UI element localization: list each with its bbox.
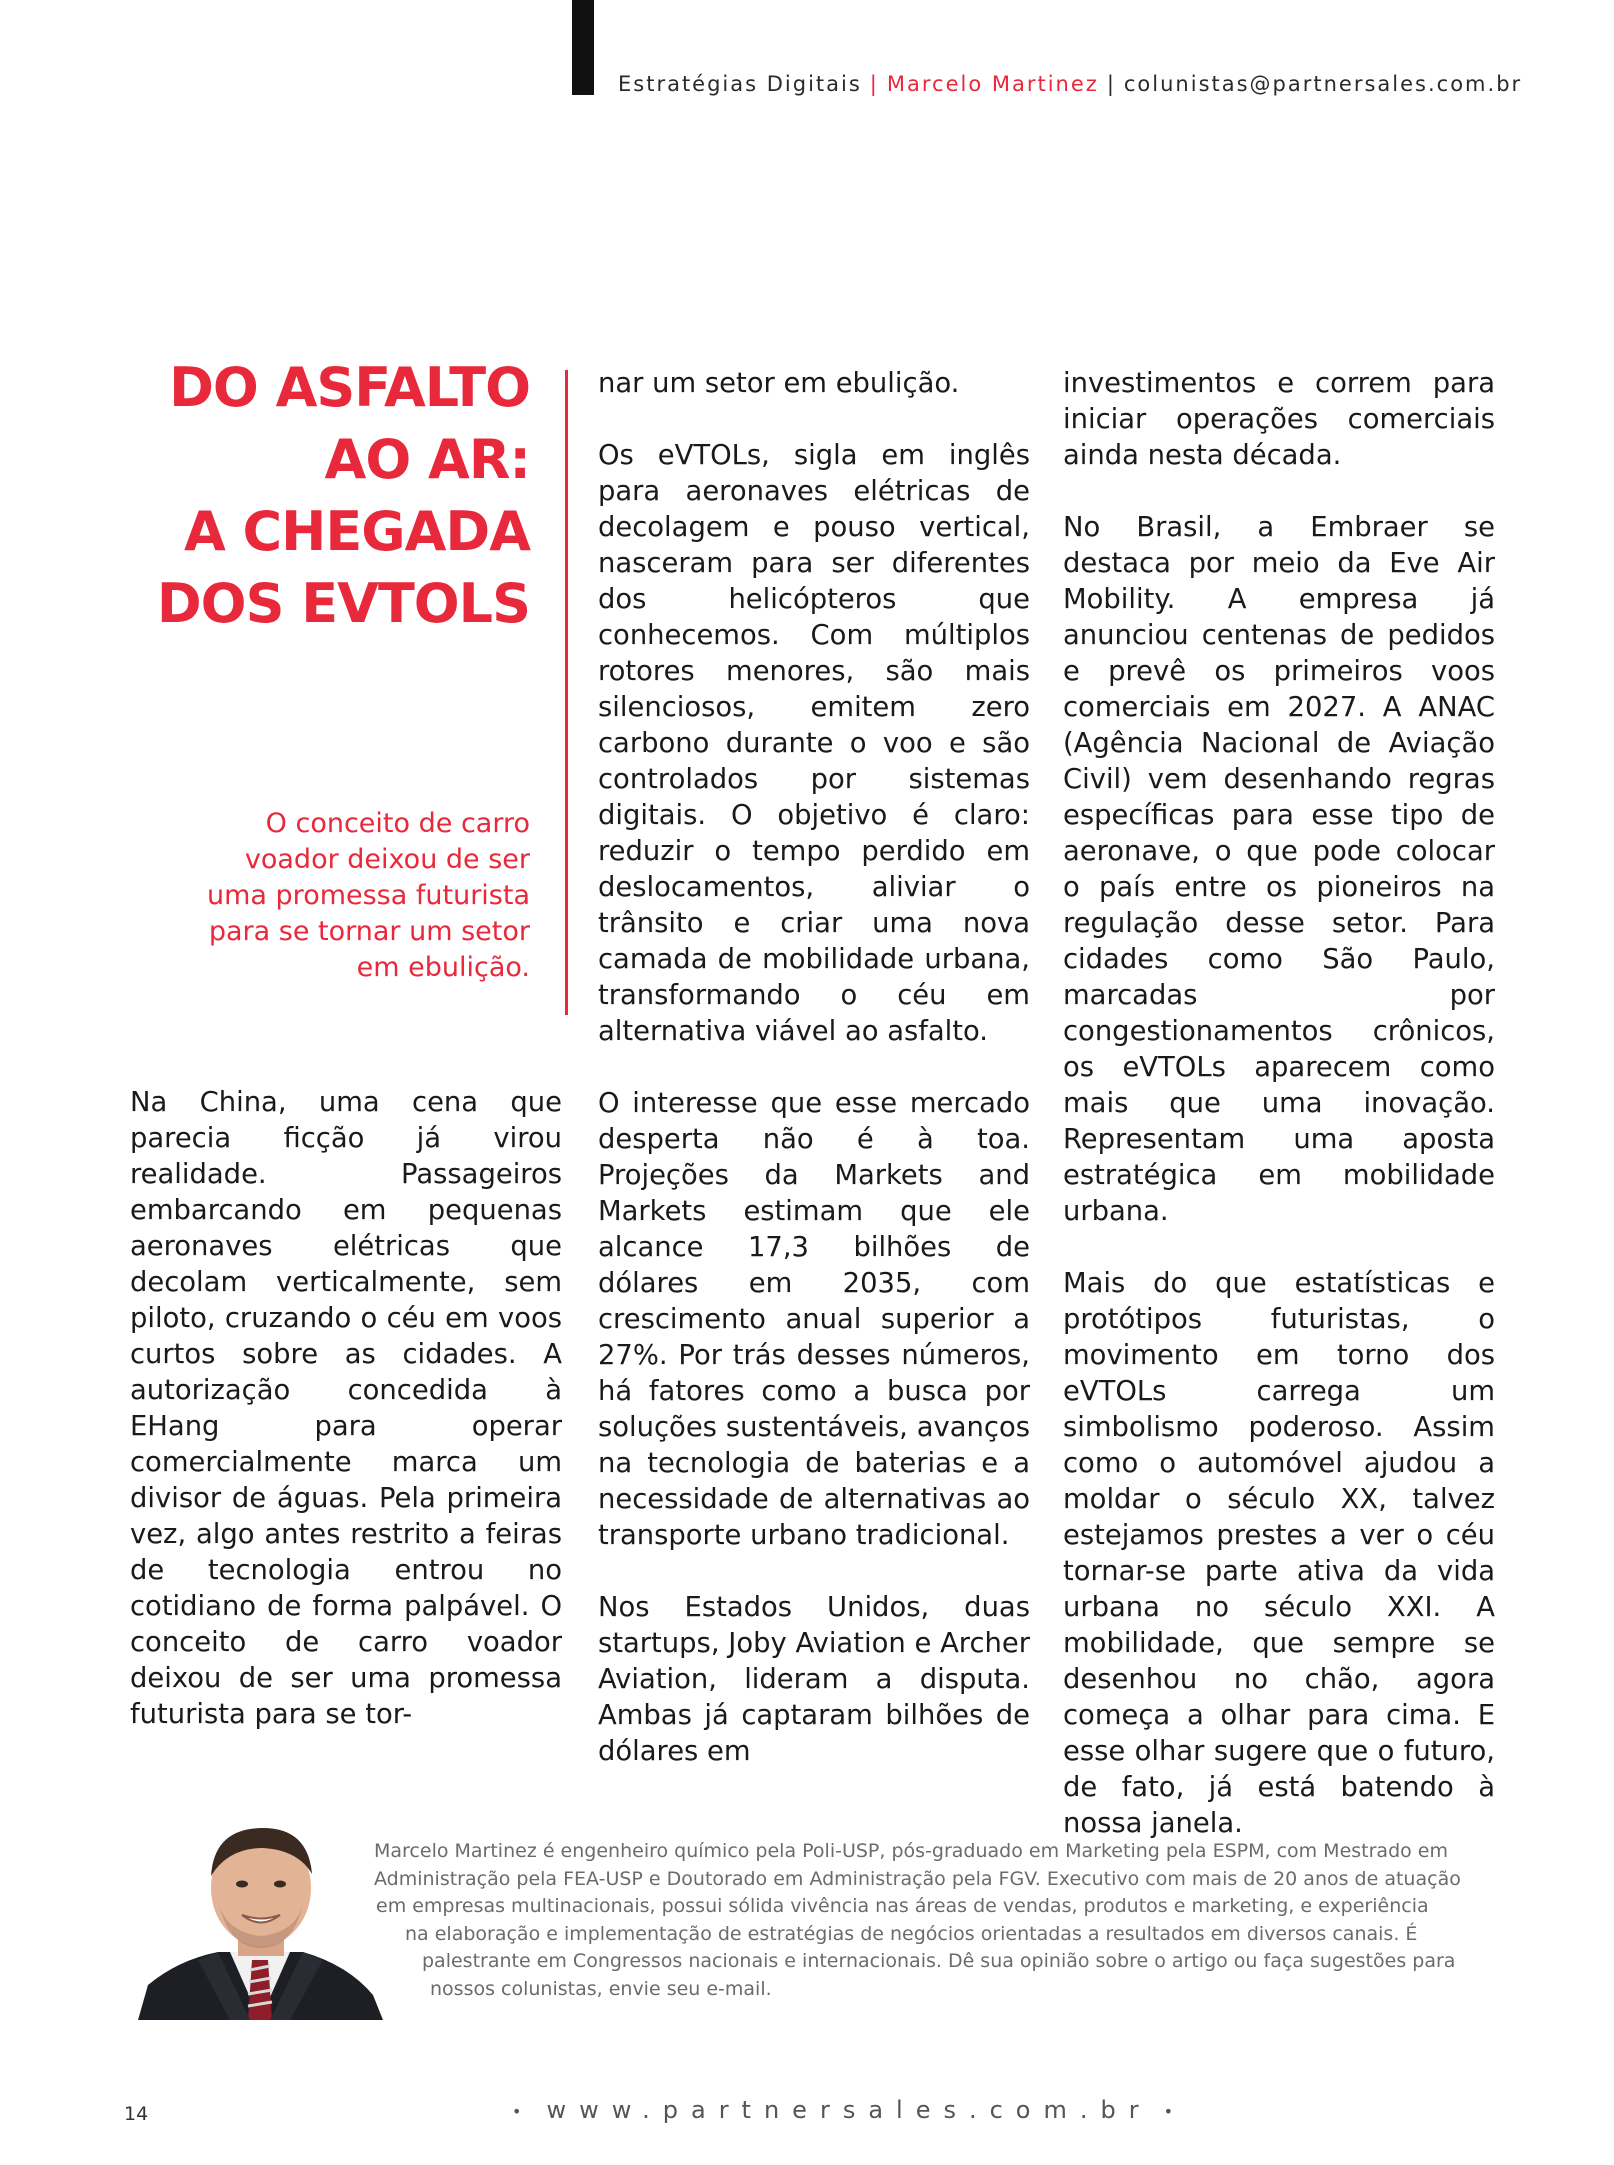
- bio-line: Administração pela FEA-USP e Doutorado em Administração pela FGV. Executivo com mais de 20 anos de atuação: [374, 1867, 1461, 1890]
- article-column-1: [130, 1085, 562, 1733]
- bio-line: em empresas multinacionais, possui sólida vivência nas áreas de vendas, produtos e marketing, e experiência: [376, 1895, 1429, 1917]
- title-line: DO ASFALTO: [169, 356, 530, 419]
- title-line: AO AR:: [324, 428, 530, 491]
- page-number: 14: [124, 2103, 149, 2125]
- paragraph: O interesse que esse mercado desperta não é à toa. Projeções da Markets and Markets estimam que ele alcance 17,3 bilhões de dólares em 2035, com crescimento anual superior a 27%. Por trás desses números, há fatores como a busca por soluções sustentáveis, avanços na tecnologia de baterias e a necessidade de alternativas ao transporte urbano tradicional.: [598, 1088, 1030, 1551]
- paragraph: Os eVTOLs, sigla em inglês para aeronaves elétricas de decolagem e pouso vertical, nasceram para ser diferentes dos helicópteros que conhecemos. Com múltiplos rotores menores, são mais silenciosos, emitem zero carbono durante o voo e são controlados por sistemas digitais. O objetivo é claro: reduzir o tempo perdido em deslocamentos, aliviar o trânsito e criar uma nova camada de mobilidade urbana, transformando o céu em alternativa viável ao asfalto.: [598, 440, 1030, 1047]
- paragraph: nar um setor em ebulição.: [598, 368, 960, 399]
- title-line: DOS EVTOLS: [156, 572, 530, 635]
- paragraph: investimentos e correm para iniciar operações comerciais ainda nesta década.: [1063, 368, 1495, 471]
- paragraph: No Brasil, a Embraer se destaca por meio da Eve Air Mobility. A empresa já anunciou centenas de pedidos e prevê os primeiros voos comerciais em 2027. A ANAC (Agência Nacional de Aviação Civil) vem desenhando regras específicas para esse tipo de aeronave, o que pode colocar o país entre os pioneiros na regulação desse setor. Para cidades como São Paulo, marcadas por congestionamentos crônicos, os eVTOLs aparecem como mais que uma inovação. Representam uma aposta estratégica em mobilidade urbana.: [1063, 512, 1495, 1227]
- pull-quote: O conceito de carro voador deixou de ser uma promessa futurista para se tornar um setor em ebulição.: [207, 808, 530, 983]
- article-title: [140, 352, 530, 640]
- title-divider: [565, 370, 568, 1015]
- bio-line: palestrante em Congressos nacionais e internacionais. Dê sua opinião sobre o artigo ou faça sugestões para: [422, 1950, 1456, 1972]
- paragraph: Na China, uma cena que parecia ficção já virou realidade. Passageiros embarcando em pequenas aeronaves elétricas que decolam verticalmente, sem piloto, cruzando o céu em voos curtos sobre as cidades. A autorização concedida à EHang para operar comercialmente marca um divisor de águas. Pela primeira vez, algo antes restrito a feiras de tecnologia entrou no cotidiano de forma palpável. O conceito de carro voador deixou de ser uma promessa futurista para se tor-: [130, 1087, 562, 1730]
- header-email: colunistas@partnersales.com.br: [1123, 72, 1523, 96]
- article-column-2: [598, 366, 1030, 1770]
- header-separator: |: [869, 72, 879, 96]
- bio-line: nossos colunistas, envie seu e-mail.: [430, 1977, 772, 2000]
- header-separator-2: |: [1106, 72, 1116, 96]
- bio-line: na elaboração e implementação de estratégias de negócios orientadas a resultados em diversos canais. É: [405, 1922, 1418, 1945]
- column-header: [618, 72, 1522, 96]
- title-line: A CHEGADA: [183, 500, 530, 563]
- paragraph: Nos Estados Unidos, duas startups, Joby Aviation e Archer Aviation, lideram a disputa. Ambas já captaram bilhões de dólares em: [598, 1592, 1030, 1767]
- author-photo: [138, 1820, 383, 2020]
- footer-website: [500, 2096, 1198, 2124]
- article-column-3: [1063, 366, 1495, 1842]
- bullet-icon: •: [512, 2101, 535, 2121]
- header-author: Marcelo Martinez: [886, 72, 1099, 96]
- website-url: www.partnersales.com.br: [546, 2096, 1152, 2124]
- bullet-icon: •: [1163, 2101, 1187, 2121]
- bio-line: Marcelo Martinez é engenheiro químico pela Poli-USP, pós-graduado em Marketing pela ESPM, com Mestrado em: [374, 1840, 1448, 1862]
- header-black-bar: [572, 0, 594, 95]
- paragraph: Mais do que estatísticas e protótipos futuristas, o movimento em torno dos eVTOLs carrega um simbolismo poderoso. Assim como o automóvel ajudou a moldar o século XX, talvez estejamos prestes a ver o céu tornar-se parte ativa da vida urbana no século XXI. A mobilidade, que sempre se desenhou no chão, agora começa a olhar para cima. E esse olhar sugere que o futuro, de fato, já está batendo à nossa janela.: [1063, 1268, 1495, 1839]
- author-portrait-illustration: [138, 1820, 383, 2020]
- section-name: Estratégias Digitais: [618, 72, 862, 96]
- author-bio: [370, 1838, 1498, 2003]
